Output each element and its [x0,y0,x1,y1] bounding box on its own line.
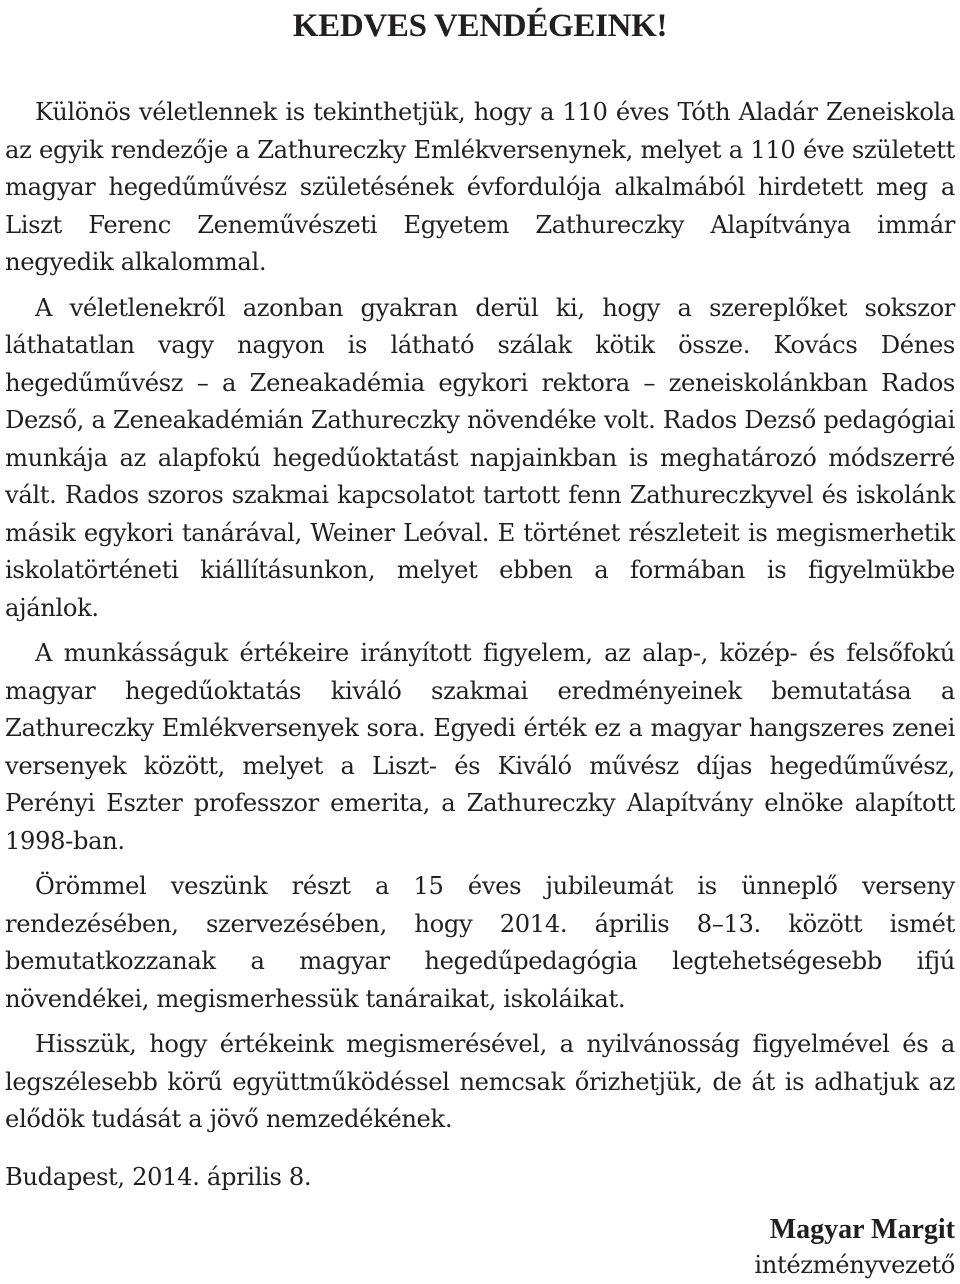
letter-body [5,94,955,1139]
signature-block [5,1212,955,1282]
paragraph-2: A véletlenekről azonban gyakran derül ki, hogy a szereplőket sokszor láthatatlan vagy nagyon is látható szálak kötik össze. Kovács Dénes hegedűművész – a Zeneakadémia egykori rektora – zeneiskolánkban Rados Dezső, a Zeneakadémián Zathureczky növendéke volt. Rados Dezső pedagógiai munkája az alapfokú hegedűoktatást napjainkban is meghatározó módszerré vált. Rados szoros szakmai kapcsolatot tartott fenn Zathureczkyvel és iskolánk másik egykori tanárával, Weiner Leóval. E történet részleteit is megismerhetik iskolatörténeti kiállításunkon, melyet ebben a formában is figyelmükbe ajánlok. [5,293,955,622]
paragraph-3: A munkásságuk értékeire irányított figyelem, az alap-, közép- és felsőfokú magyar hegedűoktatás kiváló szakmai eredményeinek bemutatása a Zathureczky Emlékversenyek sora. Egyedi érték ez a magyar hangszeres zenei versenyek között, melyet a Liszt- és Kiváló művész díjas hegedűművész, Perényi Eszter professzor emerita, a Zathureczky Alapítvány elnöke alapított 1998-ban. [5,639,955,855]
paragraph-5: Hisszük, hogy értékeink megismerésével, a nyilvánosság figyelmével és a legszélesebb körű együttműködéssel nemcsak őrizhetjük, de át is adhatjuk az elődök tudását a jövő nemzedékének. [5,1030,955,1133]
signature-role: intézményvezető [754,1251,955,1279]
paragraph-4: Örömmel veszünk részt a 15 éves jubileumát is ünneplő verseny rendezésében, szervezésében, hogy 2014. április 8–13. között ismét bemutatkozzanak a magyar hegedűpedagógia legtehetségesebb ifjú növendékei, megismerhessük tanáraikat, iskoláikat. [5,872,955,1013]
paragraph-1: Különös véletlennek is tekinthetjük, hogy a 110 éves Tóth Aladár Zeneiskola az egyik rendezője a Zathureczky Emlékversenynek, melyet a 110 éve született magyar hegedűművész születésének évfordulója alkalmából hirdetett meg a Liszt Ferenc Zeneművészeti Egyetem Zathureczky Alapítványa immár negyedik alkalommal. [5,98,955,276]
document-page [5,0,955,1282]
page-title: KEDVES VENDÉGEINK! [292,8,668,44]
place-date: Budapest, 2014. április 8. [5,1162,312,1191]
signature-name: Magyar Margit [769,1214,955,1245]
